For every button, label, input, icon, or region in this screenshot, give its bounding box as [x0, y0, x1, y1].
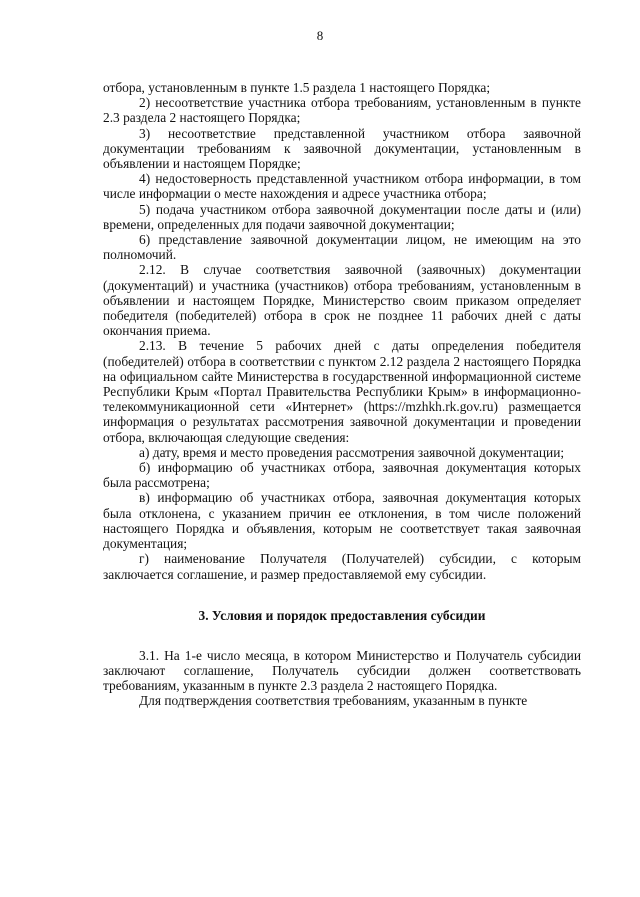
paragraph: 6) представление заявочной документации лицом, не имеющим на это полномочий. [103, 232, 581, 263]
paragraph: г) наименование Получателя (Получателей) субсидии, с которым заключается соглашение, и размер предоставляемой ему субсидии. [103, 551, 581, 582]
paragraphs-after-heading [103, 648, 581, 709]
document-body [103, 80, 581, 709]
page-number: 8 [316, 28, 324, 43]
paragraphs-before-heading [103, 80, 581, 582]
paragraph: 2.13. В течение 5 рабочих дней с даты определения победителя (победителей) отбора в соответствии с пунктом 2.12 раздела 2 настоящего Порядка на официальном сайте Министерства в государственной информационной системе Республики Крым «Портал Правительства Республики Крым» в информационно-телекоммуникационной сети «Интернет» (https://mzhkh.rk.gov.ru) размещается информация о результатах рассмотрения заявочной документации и проведении отбора, включающая следующие сведения: [103, 338, 581, 445]
paragraph: отбора, установленным в пункте 1.5 раздела 1 настоящего Порядка; [103, 80, 491, 95]
paragraph: 5) подача участником отбора заявочной документации после даты и (или) времени, определенных для подачи заявочной документации; [103, 201, 581, 232]
paragraph: 2) несоответствие участника отбора требованиям, установленным в пункте 2.3 раздела 2 настоящего Порядка; [103, 95, 581, 126]
paragraph: 2.12. В случае соответствия заявочной (заявочных) документации (документаций) и участника (участников) отбора требованиям, установленным в объявлении и настоящем Порядке, Министерство своим приказом определяет победителя (победителей) отбора в срок не позднее 11 рабочих дней с даты окончания приема. [103, 262, 581, 339]
paragraph: Для подтверждения соответствия требованиям, указанным в пункте [139, 693, 528, 709]
section-heading: 3. Условия и порядок предоставления субсидии [198, 607, 486, 623]
paragraph: а) дату, время и место проведения рассмотрения заявочной документации; [139, 444, 565, 460]
paragraph: 3) несоответствие представленной участником отбора заявочной документации требованиям к заявочной документации, установленным в объявлении и настоящем Порядке; [103, 125, 581, 172]
paragraph: 4) недостоверность представленной участником отбора информации, в том числе информации о месте нахождения и адресе участника отбора; [103, 171, 581, 202]
paragraph: 3.1. На 1-е число месяца, в котором Министерство и Получатель субсидии заключают соглашение, Получатель субсидии должен соответствовать требованиям, указанным в пункте 2.3 раздела 2 настоящего Порядка. [103, 647, 581, 694]
paragraph: б) информацию об участниках отбора, заявочная документация которых была рассмотрена; [103, 460, 581, 491]
paragraph: в) информацию об участниках отбора, заявочная документация которых была отклонена, с указанием причин ее отклонения, в том числе положений настоящего Порядка и объявления, которым не соответствует такая заявочная документация; [103, 490, 581, 552]
